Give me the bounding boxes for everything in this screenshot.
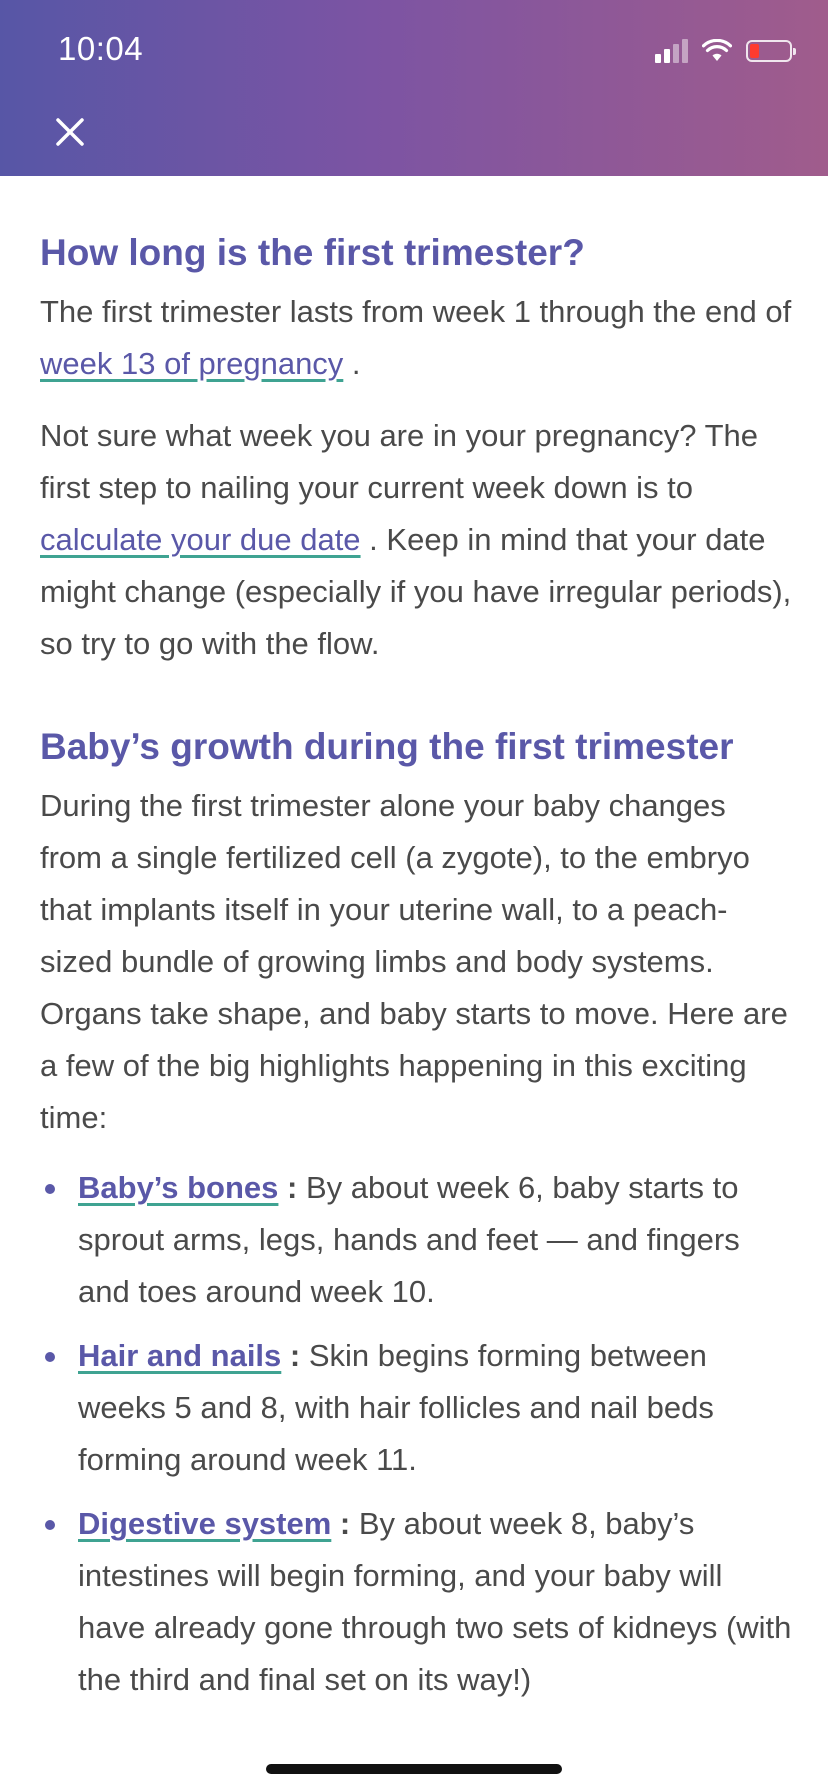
paragraph: During the first trimester alone your baby changes from a single fertilized cell (a zygote), to the embryo that implants itself in your uterine wall, to a peach-sized bundle of growing limbs and body systems. Organs take shape, and baby starts to move. Here are a few of the big highlights happening in this exciting time: [40,788,788,1135]
battery-level [750,44,759,58]
battery-icon [746,40,792,62]
babys-bones-link[interactable]: Baby’s bones [78,1170,279,1205]
section-heading: How long is the first trimester? [40,232,585,273]
week-13-link[interactable]: week 13 of pregnancy [40,346,344,381]
status-time: 10:04 [58,30,144,67]
list-item: Baby’s bones : By about week 6, baby starts to sprout arms, legs, hands and feet — and fingers and toes around week 10. [40,1162,792,1318]
close-icon [50,112,90,152]
article-body [40,176,792,1720]
cellular-signal-icon [655,39,688,63]
wifi-icon [702,39,732,63]
list-item: Digestive system : By about week 8, baby’s intestines will begin forming, and your baby will have already gone through two sets of kidneys (with the third and final set on its way!) [40,1498,792,1706]
due-date-link[interactable]: calculate your due date [40,522,361,557]
highlights-list [40,1162,792,1706]
hair-and-nails-link[interactable]: Hair and nails [78,1338,282,1373]
home-indicator[interactable] [266,1764,562,1774]
list-item: Hair and nails : Skin begins forming between weeks 5 and 8, with hair follicles and nail beds forming around week 11. [40,1330,792,1486]
section-heading: Baby’s growth during the first trimester [40,726,734,767]
digestive-system-link[interactable]: Digestive system [78,1506,332,1541]
article-header [0,0,828,176]
close-button[interactable] [50,112,90,152]
status-icons [655,36,792,66]
paragraph: Not sure what week you are in your pregnancy? The first step to nailing your current week down is to calculate your due date . Keep in mind that your date might change (especially if you have irregular periods), so try to go with the flow. [40,418,792,661]
paragraph: The first trimester lasts from week 1 through the end of week 13 of pregnancy . [40,294,792,381]
